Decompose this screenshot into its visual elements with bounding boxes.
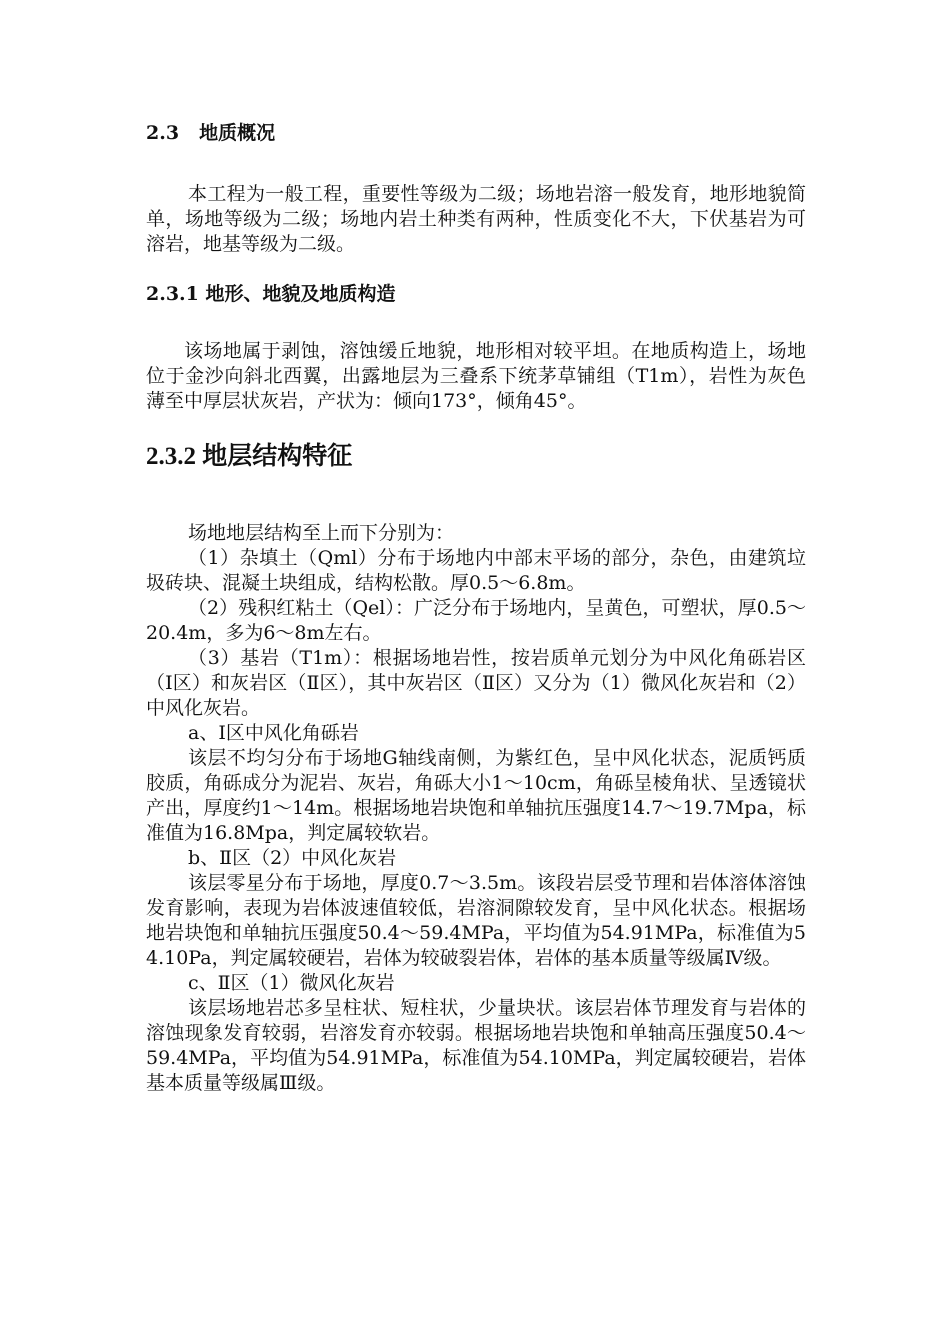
subheading-c: c、Ⅱ区（1）微风化灰岩	[188, 972, 395, 994]
paragraph-item-2: （2）残积红粘土（Qel）：广泛分布于场地内，呈黄色，可塑状，厚0.5～20.4m，多为6～8m左右。	[146, 597, 806, 644]
section-heading-2-3-1: 2.3.1 地形、地貌及地质构造	[146, 283, 396, 305]
paragraph-item-1: （1）杂填土（Qml）分布于场地内中部末平场的部分，杂色，由建筑垃圾砖块、混凝土块组成，结构松散。厚0.5～6.8m。	[146, 547, 806, 594]
subheading-a: a、Ⅰ区中风化角砾岩	[188, 722, 359, 744]
subheading-b: b、Ⅱ区（2）中风化灰岩	[188, 847, 397, 869]
paragraph-sub-c: 该层场地岩芯多呈柱状、短柱状，少量块状。该层岩体节理发育与岩体的溶蚀现象发育较弱，岩溶发育亦较弱。根据场地岩块饱和单轴高压强度50.4～59.4MPa，平均值为54.91MPa，标准值为54.10MPa，判定属较硬岩，岩体基本质量等级属Ⅲ级。	[146, 997, 806, 1094]
paragraph-sub-a: 该层不均匀分布于场地G轴线南侧，为紫红色，呈中风化状态，泥质钙质胶质，角砾成分为泥岩、灰岩，角砾大小1～10cm，角砾呈棱角状、呈透镜状产出，厚度约1～14m。根据场地岩块饱和单轴抗压强度14.7～19.7Mpa，标准值为16.8Mpa，判定属较软岩。	[146, 747, 806, 844]
paragraph-sub-b: 该层零星分布于场地，厚度0.7～3.5m。该段岩层受节理和岩体溶体溶蚀发育影响，表现为岩体波速值较低，岩溶洞隙较发育，呈中风化状态。根据场地岩块饱和单轴抗压强度50.4～59.4MPa，平均值为54.91MPa，标准值为54.10Pa，判定属较硬岩，岩体为较破裂岩体，岩体的基本质量等级属Ⅳ级。	[146, 872, 806, 969]
document-content	[146, 118, 806, 1096]
section-number: 2.3	[146, 122, 180, 144]
section-heading-2-3	[146, 118, 806, 148]
section-title: 地质概况	[199, 122, 276, 144]
paragraph-strata-lead: 场地地层结构至上而下分别为：	[188, 522, 455, 544]
paragraph-landform: 该场地属于剥蚀，溶蚀缓丘地貌，地形相对较平坦。在地质构造上，场地位于金沙向斜北西翼，出露地层为三叠系下统茅草铺组（T1m），岩性为灰色薄至中厚层状灰岩，产状为：倾向173°，倾角45°。	[146, 340, 806, 412]
section-heading-2-3-2: 2.3.2 地层结构特征	[146, 443, 353, 470]
paragraph-intro: 本工程为一般工程，重要性等级为二级；场地岩溶一般发育，地形地貌简单，场地等级为二级；场地内岩土种类有两种，性质变化不大，下伏基岩为可溶岩，地基等级为二级。	[146, 183, 806, 255]
paragraph-item-3: （3）基岩（T1m）：根据场地岩性，按岩质单元划分为中风化角砾岩区（Ⅰ区）和灰岩区（Ⅱ区），其中灰岩区（Ⅱ区）又分为（1）微风化灰岩和（2）中风化灰岩。	[146, 647, 806, 719]
